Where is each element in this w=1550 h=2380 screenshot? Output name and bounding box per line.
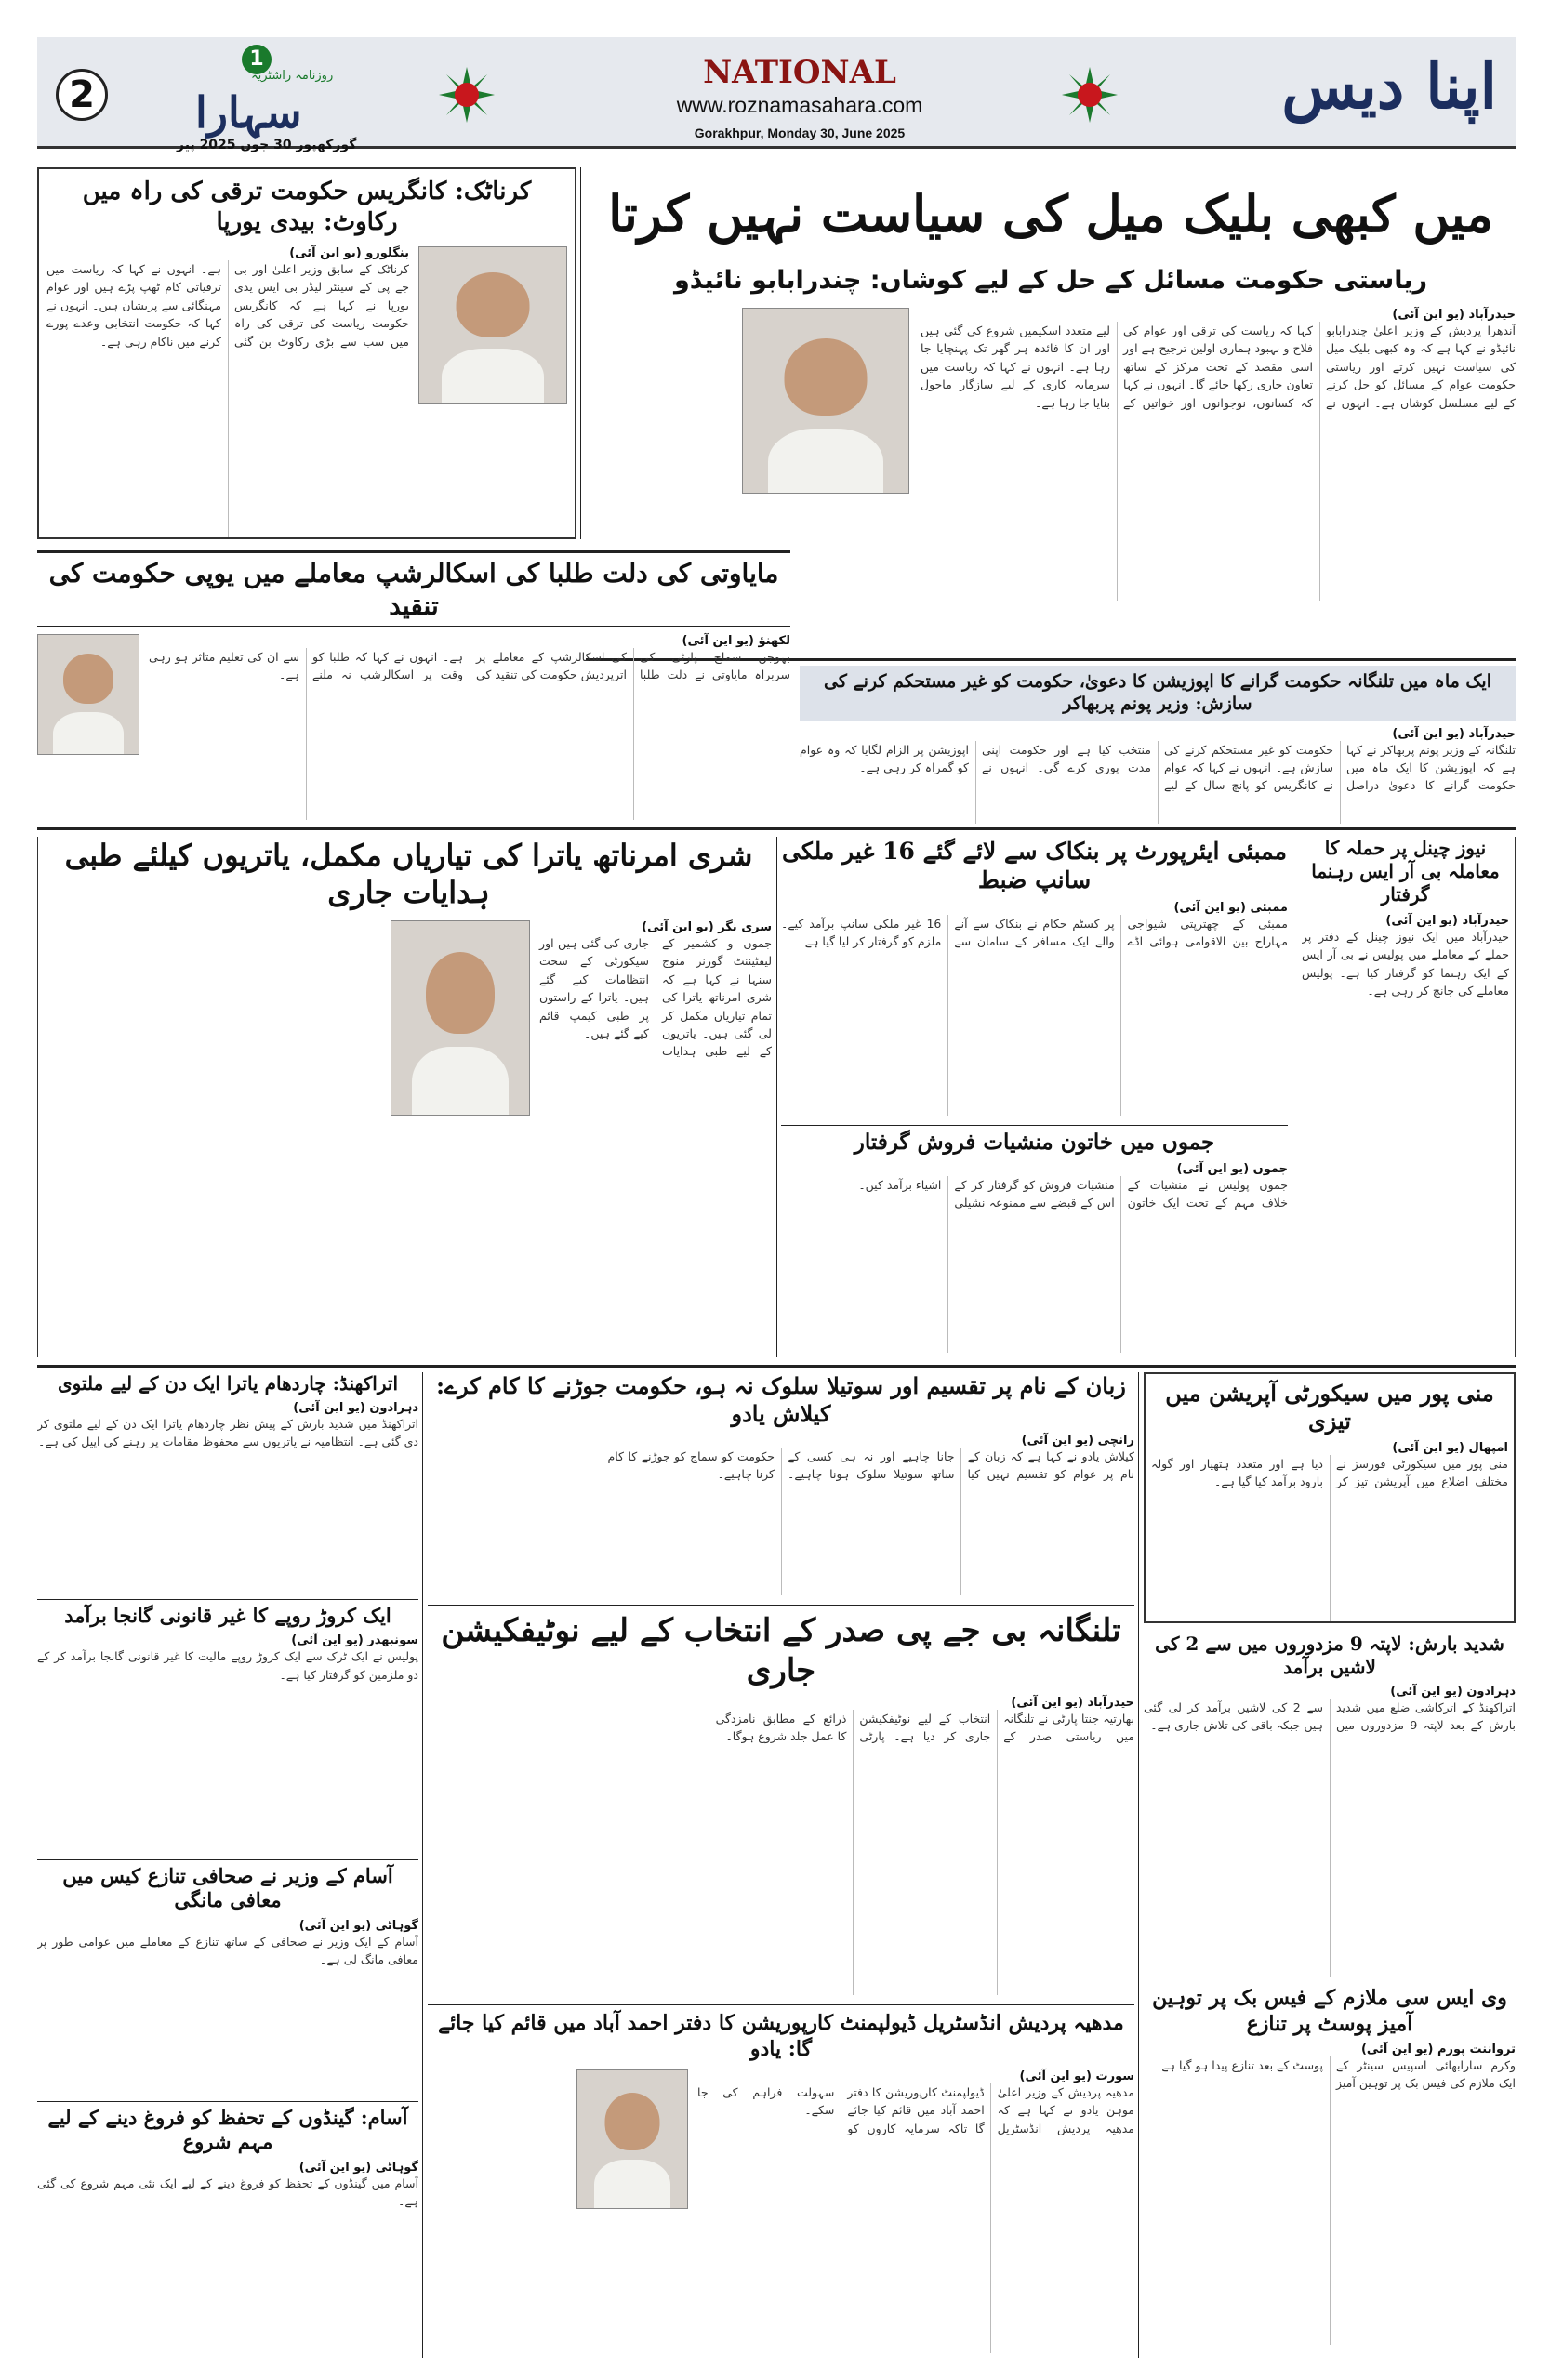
telangana-govt-article [800, 666, 1516, 824]
manoj-sinha-photo [391, 920, 530, 1116]
uttarakhand-dateline: دہرادون (یو این آئی) [293, 1401, 418, 1415]
telangana-govt-dateline: حیدرآباد (یو این آئی) [1392, 726, 1516, 741]
edition-dateline: Gorakhpur, Monday 30, June 2025 [694, 126, 906, 140]
manipur-article [1144, 1372, 1516, 1623]
mp-office-body: مدھیہ پردیش کے وزیر اعلیٰ موہن یادو نے کہا ہے کہ مدھیہ پردیش انڈسٹریل ڈیولپمنٹ کارپوریشن کا دفتر احمد آباد میں قائم کیا جائے گا تاکہ سرمایہ کاروں کو سہولت فراہم کی جا سکے۔ [697, 2085, 1134, 2135]
assam-minister-article [37, 1859, 418, 2092]
jammu-arrest-dateline: جموں (یو این آئی) [1176, 1161, 1288, 1176]
mp-office-headline: مدھیہ پردیش انڈسٹریل ڈیولپمنٹ کارپوریشن کا دفتر احمد آباد میں قائم کیا جائے گا: یادو [428, 2004, 1134, 2062]
lead-subheadline: ریاستی حکومت مسائل کے حل کے لیے کوشاں: چندرابابو نائیڈو [673, 266, 1428, 295]
assam-minister-headline: آسام کے وزیر نے صحافی تنازع کیس میں معافی مانگی [37, 1859, 418, 1913]
column-divider [580, 167, 581, 539]
kailash-body: کیلاش یادو نے کہا ہے کہ زبان کے نام پر عوام کو تقسیم نہیں کیا جانا چاہیے اور نہ ہی کسی کے ساتھ سوتیلا سلوک ہونا چاہیے۔ حکومت کو سماج کو جوڑنے کا کام کرنا چاہیے۔ [607, 1449, 1134, 1482]
rain-body: اتراکھنڈ کے اترکاشی ضلع میں شدید بارش کے بعد لاپتہ 9 مزدوروں میں سے 2 کی لاشیں برآمد کر لی گئی ہیں جبکہ باقی کی تلاش جاری ہے۔ [1144, 1700, 1516, 1733]
mumbai-snakes-article [781, 837, 1288, 1116]
mumbai-snakes-dateline: ممبئی (یو این آئی) [1173, 900, 1288, 915]
logo-date: گورکھپور 30 جون 2025 پیر [177, 138, 357, 152]
karnataka-headline: کرناٹک: کانگریس حکومت ترقی کی راہ میں رکاوٹ: بیدی یورپا [82, 178, 532, 236]
manipur-headline: منی پور میں سیکورٹی آپریشن میں تیزی [1165, 1380, 1494, 1435]
assam-rhino-dateline: گوہاٹی (یو این آئی) [298, 2160, 418, 2175]
bjp-telangana-body: بھارتیہ جنتا پارٹی نے تلنگانہ میں ریاستی صدر کے انتخاب کے لیے نوٹیفکیشن جاری کر دیا ہے۔ پارٹی ذرائع کے مطابق نامزدگی کا عمل جلد شروع ہوگا۔ [715, 1712, 1134, 1744]
kailash-headline: زبان کے نام پر تقسیم اور سوتیلا سلوک نہ ہو، حکومت جوڑنے کا کام کرے: کیلاش یادو [436, 1372, 1126, 1427]
mayawati-photo [37, 634, 139, 755]
kailash-article [428, 1372, 1134, 1595]
bjp-telangana-article [428, 1605, 1134, 1995]
karnataka-body: کرناٹک کے سابق وزیر اعلیٰ اور بی جے پی کے سینئر لیڈر بی ایس یدی یورپا نے کہا ہے کہ کانگریس حکومت ریاست کی ترقی کی راہ میں سب سے بڑی رکاوٹ بن گئی ہے۔ انہوں نے کہا کہ ریاست میں ترقیاتی کام ٹھپ پڑے ہیں اور عوام مہنگائی سے پریشان ہیں۔ انہوں نے کہا کہ حکومت انتخابی وعدے پورے کرنے میں ناکام رہی ہے۔ [46, 262, 409, 349]
logo-digit: 1 [242, 45, 272, 74]
masthead [37, 37, 1516, 152]
mp-office-dateline: سورت (یو این آئی) [1019, 2069, 1134, 2083]
news-channel-body: حیدرآباد میں ایک نیوز چینل کے دفتر پر حملے کے معاملے میں پولیس نے بی آر ایس کے ایک رہنما کو گرفتار کیا ہے۔ پولیس معاملے کی جانچ کر رہی ہے۔ [1302, 930, 1509, 998]
mumbai-snakes-body: ممبئی کے چھترپتی شیواجی مہاراج بین الاقوامی ہوائی اڈے پر کسٹم حکام نے بنکاک سے آنے والے ایک مسافر کے سامان سے 16 غیر ملکی سانپ برآمد کیے۔ ملزم کو گرفتار کر لیا گیا ہے۔ [781, 916, 1288, 948]
assam-minister-dateline: گوہاٹی (یو این آئی) [298, 1918, 418, 1933]
amarnath-article [37, 837, 772, 1357]
ganja-body: پولیس نے ایک ٹرک سے ایک کروڑ روپے مالیت کا غیر قانونی گانجا برآمد کر کے دو ملزمین کو گرفتار کیا ہے۔ [37, 1649, 418, 1682]
ganja-headline: ایک کروڑ روپے کا غیر قانونی گانجا برآمد [37, 1599, 418, 1628]
lead-dateline: حیدرآباد (یو این آئی) [1392, 308, 1516, 322]
jammu-arrest-headline: جموں میں خاتون منشیات فروش گرفتار [781, 1125, 1288, 1157]
news-channel-article [1302, 837, 1516, 1357]
jammu-arrest-article [781, 1125, 1288, 1357]
column-divider [422, 1372, 423, 2358]
uttarakhand-headline: اتراکھنڈ: چاردھام یاترا ایک دن کے لیے ملتوی [57, 1372, 399, 1395]
page-number: 2 [56, 69, 108, 121]
yediyurappa-photo [418, 246, 567, 404]
telangana-govt-body: تلنگانہ کے وزیر پونم پربھاکر نے کہا ہے کہ اپوزیشن کا ایک ماہ میں حکومت گرانے کا دعویٰ دراصل حکومت کو غیر مستحکم کرنے کی سازش ہے۔ انہوں نے کہا کہ عوام نے کانگریس کو پانچ سال کے لیے منتخب کیا ہے اور حکومت اپنی مدت پوری کرے گی۔ انہوں نے اپوزیشن پر الزام لگایا کہ وہ عوام کو گمراہ کر رہی ہے۔ [800, 742, 1516, 793]
lead-body: آندھرا پردیش کے وزیر اعلیٰ چندرابابو نائیڈو نے کہا ہے کہ وہ کبھی بلیک میل کی سیاست نہیں کرتے اور ریاستی حکومت عوام کے مسائل کو حل کرنے کے لیے مسلسل کوشاں ہے۔ انہوں نے کہا کہ ریاست کی ترقی اور عوام کی فلاح و بہبود ہماری اولین ترجیح ہے اور اسی مقصد کے تحت مرکز کے ساتھ تعاون جاری رکھا جائے گا۔ انہوں نے کہا کہ کسانوں، نوجوانوں اور خواتین کے لیے متعدد اسکیمیں شروع کی گئی ہیں اور ان کا فائدہ ہر گھر تک پہنچایا جا رہا ہے۔ انہوں نے کہا کہ ریاست میں سرمایہ کاری کے لیے سازگار ماحول بنایا جا رہا ہے۔ [921, 324, 1516, 410]
kailash-dateline: رانچی (یو این آئی) [1021, 1434, 1134, 1448]
mohan-yadav-photo [576, 2069, 688, 2209]
uttarakhand-article [37, 1372, 418, 1591]
logo-name: سہارا [195, 87, 302, 138]
news-channel-headline: نیوز چینل پر حملہ کا معاملہ بی آر ایس رہنما گرفتار [1311, 837, 1500, 906]
vssc-article [1144, 1986, 1516, 2358]
rain-article [1144, 1633, 1516, 1977]
manipur-dateline: امپھال (یو این آئی) [1392, 1441, 1508, 1455]
mayawati-headline: مایاوتی کی دلت طلبا کی اسکالرشپ معاملے میں یوپی حکومت کی تنقید [37, 550, 790, 627]
amarnath-body-continued [46, 920, 381, 1357]
page-title: اپنا دیس [1281, 50, 1497, 123]
karnataka-dateline: بنگلورو (یو این آئی) [289, 246, 409, 260]
jammu-arrest-body: جموں پولیس نے منشیات کے خلاف مہم کے تحت ایک خاتون منشیات فروش کو گرفتار کر کے اس کے قبضے سے ممنوعہ نشیلی اشیاء برآمد کیں۔ [858, 1177, 1288, 1210]
karnataka-article [37, 167, 576, 539]
ganja-dateline: سونبھدر (یو این آئی) [291, 1633, 418, 1648]
telangana-govt-headline: ایک ماہ میں تلنگانہ حکومت گرانے کا اپوزیشن کا دعویٰ، حکومت کو غیر مستحکم کرنے کی سازش: وزیر پونم پربھاکر [800, 666, 1516, 721]
mp-office-body-continued [428, 2069, 567, 2358]
vssc-body: وکرم سارابھائی اسپیس سینٹر کے ایک ملازم کی فیس بک پر توہین آمیز پوسٹ کے بعد تنازع پیدا ہو گیا ہے۔ [1155, 2058, 1516, 2091]
column-divider [776, 837, 777, 1357]
ganja-article [37, 1599, 418, 1850]
assam-minister-body: آسام کے ایک وزیر نے صحافی کے ساتھ تنازع کے معاملے میں عوامی طور پر معافی مانگ لی ہے۔ [37, 1934, 418, 1966]
mp-office-article [428, 2004, 1134, 2358]
newspaper-logo [139, 47, 418, 152]
bjp-telangana-dateline: حیدرآباد (یو این آئی) [1011, 1696, 1134, 1710]
column-divider [1138, 1372, 1139, 2358]
section-label: NATIONAL [703, 54, 896, 91]
lead-headline: میں کبھی بلیک میل کی سیاست نہیں کرتا [608, 184, 1493, 244]
assam-rhino-article [37, 2101, 418, 2358]
news-channel-dateline: حیدرآباد (یو این آئی) [1385, 914, 1509, 928]
sun-emblem-icon [1060, 65, 1119, 125]
bjp-telangana-headline: تلنگانہ بی جے پی صدر کے انتخاب کے لیے نوٹیفکیشن جاری [428, 1605, 1134, 1690]
assam-rhino-headline: آسام: گینڈوں کے تحفظ کو فروغ دینے کے لیے مہم شروع [37, 2101, 418, 2155]
uttarakhand-body: اتراکھنڈ میں شدید بارش کے پیش نظر چاردھام یاترا ایک دن کے لیے ملتوی کر دی گئی ہے۔ انتظامیہ نے یاتریوں سے محفوظ مقامات پر رہنے کی اپیل کی ہے۔ [37, 1417, 418, 1449]
vssc-headline: وی ایس سی ملازم کے فیس بک پر توہین آمیز پوسٹ پر تنازع [1152, 1986, 1507, 2036]
assam-rhino-body: آسام میں گینڈوں کے تحفظ کو فروغ دینے کے لیے ایک نئی مہم شروع کی گئی ہے۔ [37, 2175, 418, 2208]
rain-headline: شدید بارش: لاپتہ 9 مزدوروں میں سے 2 کی لاشیں برآمد [1155, 1633, 1504, 1678]
vssc-dateline: ترواننت پورم (یو این آئی) [1360, 2043, 1516, 2056]
sun-emblem-icon [437, 65, 497, 125]
divider [37, 827, 1516, 830]
masthead-center [595, 54, 1004, 140]
amarnath-dateline: سری نگر (یو این آئی) [642, 920, 772, 934]
rain-dateline: دہرادون (یو این آئی) [1390, 1685, 1516, 1699]
mayawati-body: بہوجن سماج پارٹی کی سربراہ مایاوتی نے دلت طلبا کی اسکالرشپ کے معاملے پر اترپردیش حکومت کی تنقید کی ہے۔ انہوں نے کہا کہ طلبا کو وقت پر اسکالرشپ نہ ملنے سے ان کی تعلیم متاثر ہو رہی ہے۔ [149, 650, 790, 682]
website-link[interactable]: www.roznamasahara.com [676, 93, 923, 117]
logo-subtitle: روزنامہ راشٹریہ [251, 69, 334, 83]
mumbai-snakes-headline: ممبئی ایئرپورٹ پر بنکاک سے لائے گئے 16 غیر ملکی سانپ ضبط [782, 838, 1287, 894]
naidu-photo [742, 308, 909, 494]
amarnath-body: جموں و کشمیر کے لیفٹیننٹ گورنر منوج سنہا نے کہا ہے کہ شری امرناتھ یاترا کی تمام تیاریاں مکمل کر لی گئی ہیں۔ یاتریوں کے لیے طبی ہدایات جاری کی گئی ہیں اور سیکورٹی کے سخت انتظامات کیے گئے ہیں۔ یاترا کے راستوں پر طبی کیمپ قائم کیے گئے ہیں۔ [539, 936, 772, 1059]
mayawati-dateline: لکھنؤ (یو این آئی) [682, 634, 790, 648]
mayawati-article [37, 550, 790, 820]
manipur-body: منی پور میں سیکورٹی فورسز نے مختلف اضلاع میں آپریشن تیز کر دیا ہے اور متعدد ہتھیار اور گولہ بارود برآمد کیا گیا ہے۔ [1151, 1457, 1508, 1489]
divider [37, 1365, 1516, 1368]
amarnath-headline: شری امرناتھ یاترا کی تیاریاں مکمل، یاتریوں کیلئے طبی ہدایات جاری [64, 838, 753, 910]
